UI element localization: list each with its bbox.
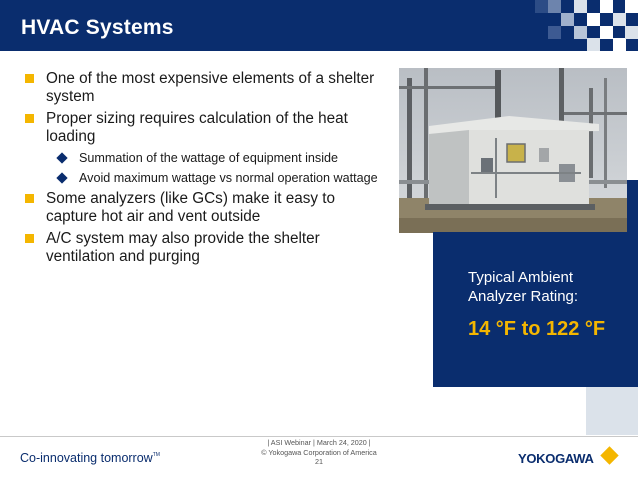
trademark-mark: TM [152,452,160,458]
tagline-text: Co-innovating tomorrow [20,451,153,465]
square-bullet-icon [25,114,34,123]
diamond-bullet-icon [56,152,67,163]
bullet-item [22,230,382,266]
footer-copyright: © Yokogawa Corporation of America [261,447,377,457]
diamond-bullet-icon [56,172,67,183]
sub-bullet-item [22,150,382,166]
footer-event: | ASI Webinar | March 24, 2020 | [267,438,371,447]
decorative-block [586,387,638,435]
sub-bullet-item [22,170,382,186]
accent-block [627,180,638,232]
square-bullet-icon [25,234,34,243]
square-bullet-icon [25,194,34,203]
rating-panel [433,232,638,387]
square-bullet-icon [25,74,34,83]
footer-divider [0,436,638,437]
bullet-list [22,70,382,270]
bullet-text: One of the most expensive elements of a shelter system [46,70,375,105]
bullet-item [22,190,382,226]
page-number: 21 [315,457,323,466]
slide-title: HVAC Systems [21,16,174,39]
bullet-item [22,110,382,146]
sub-bullet-text: Summation of the wattage of equipment inside [79,151,339,165]
analyzer-shelter-photo [399,68,627,233]
footer-info [252,438,386,467]
yokogawa-diamond-icon [600,446,618,464]
footer-tagline [20,451,160,465]
rating-value: 14 °F to 122 °F [468,318,606,340]
yokogawa-logo: YOKOGAWA [518,451,594,466]
bullet-text: Some analyzers (like GCs) make it easy to capture hot air and vent outside [46,190,336,225]
title-bar [0,0,638,51]
bullet-item [22,70,382,106]
rating-label: Typical Ambient Analyzer Rating: [468,269,579,305]
bullet-text: Proper sizing requires calculation of the heat loading [46,110,348,145]
bullet-text: A/C system may also provide the shelter ventilation and purging [46,230,320,265]
sub-bullet-text: Avoid maximum wattage vs normal operation wattage [79,171,378,185]
